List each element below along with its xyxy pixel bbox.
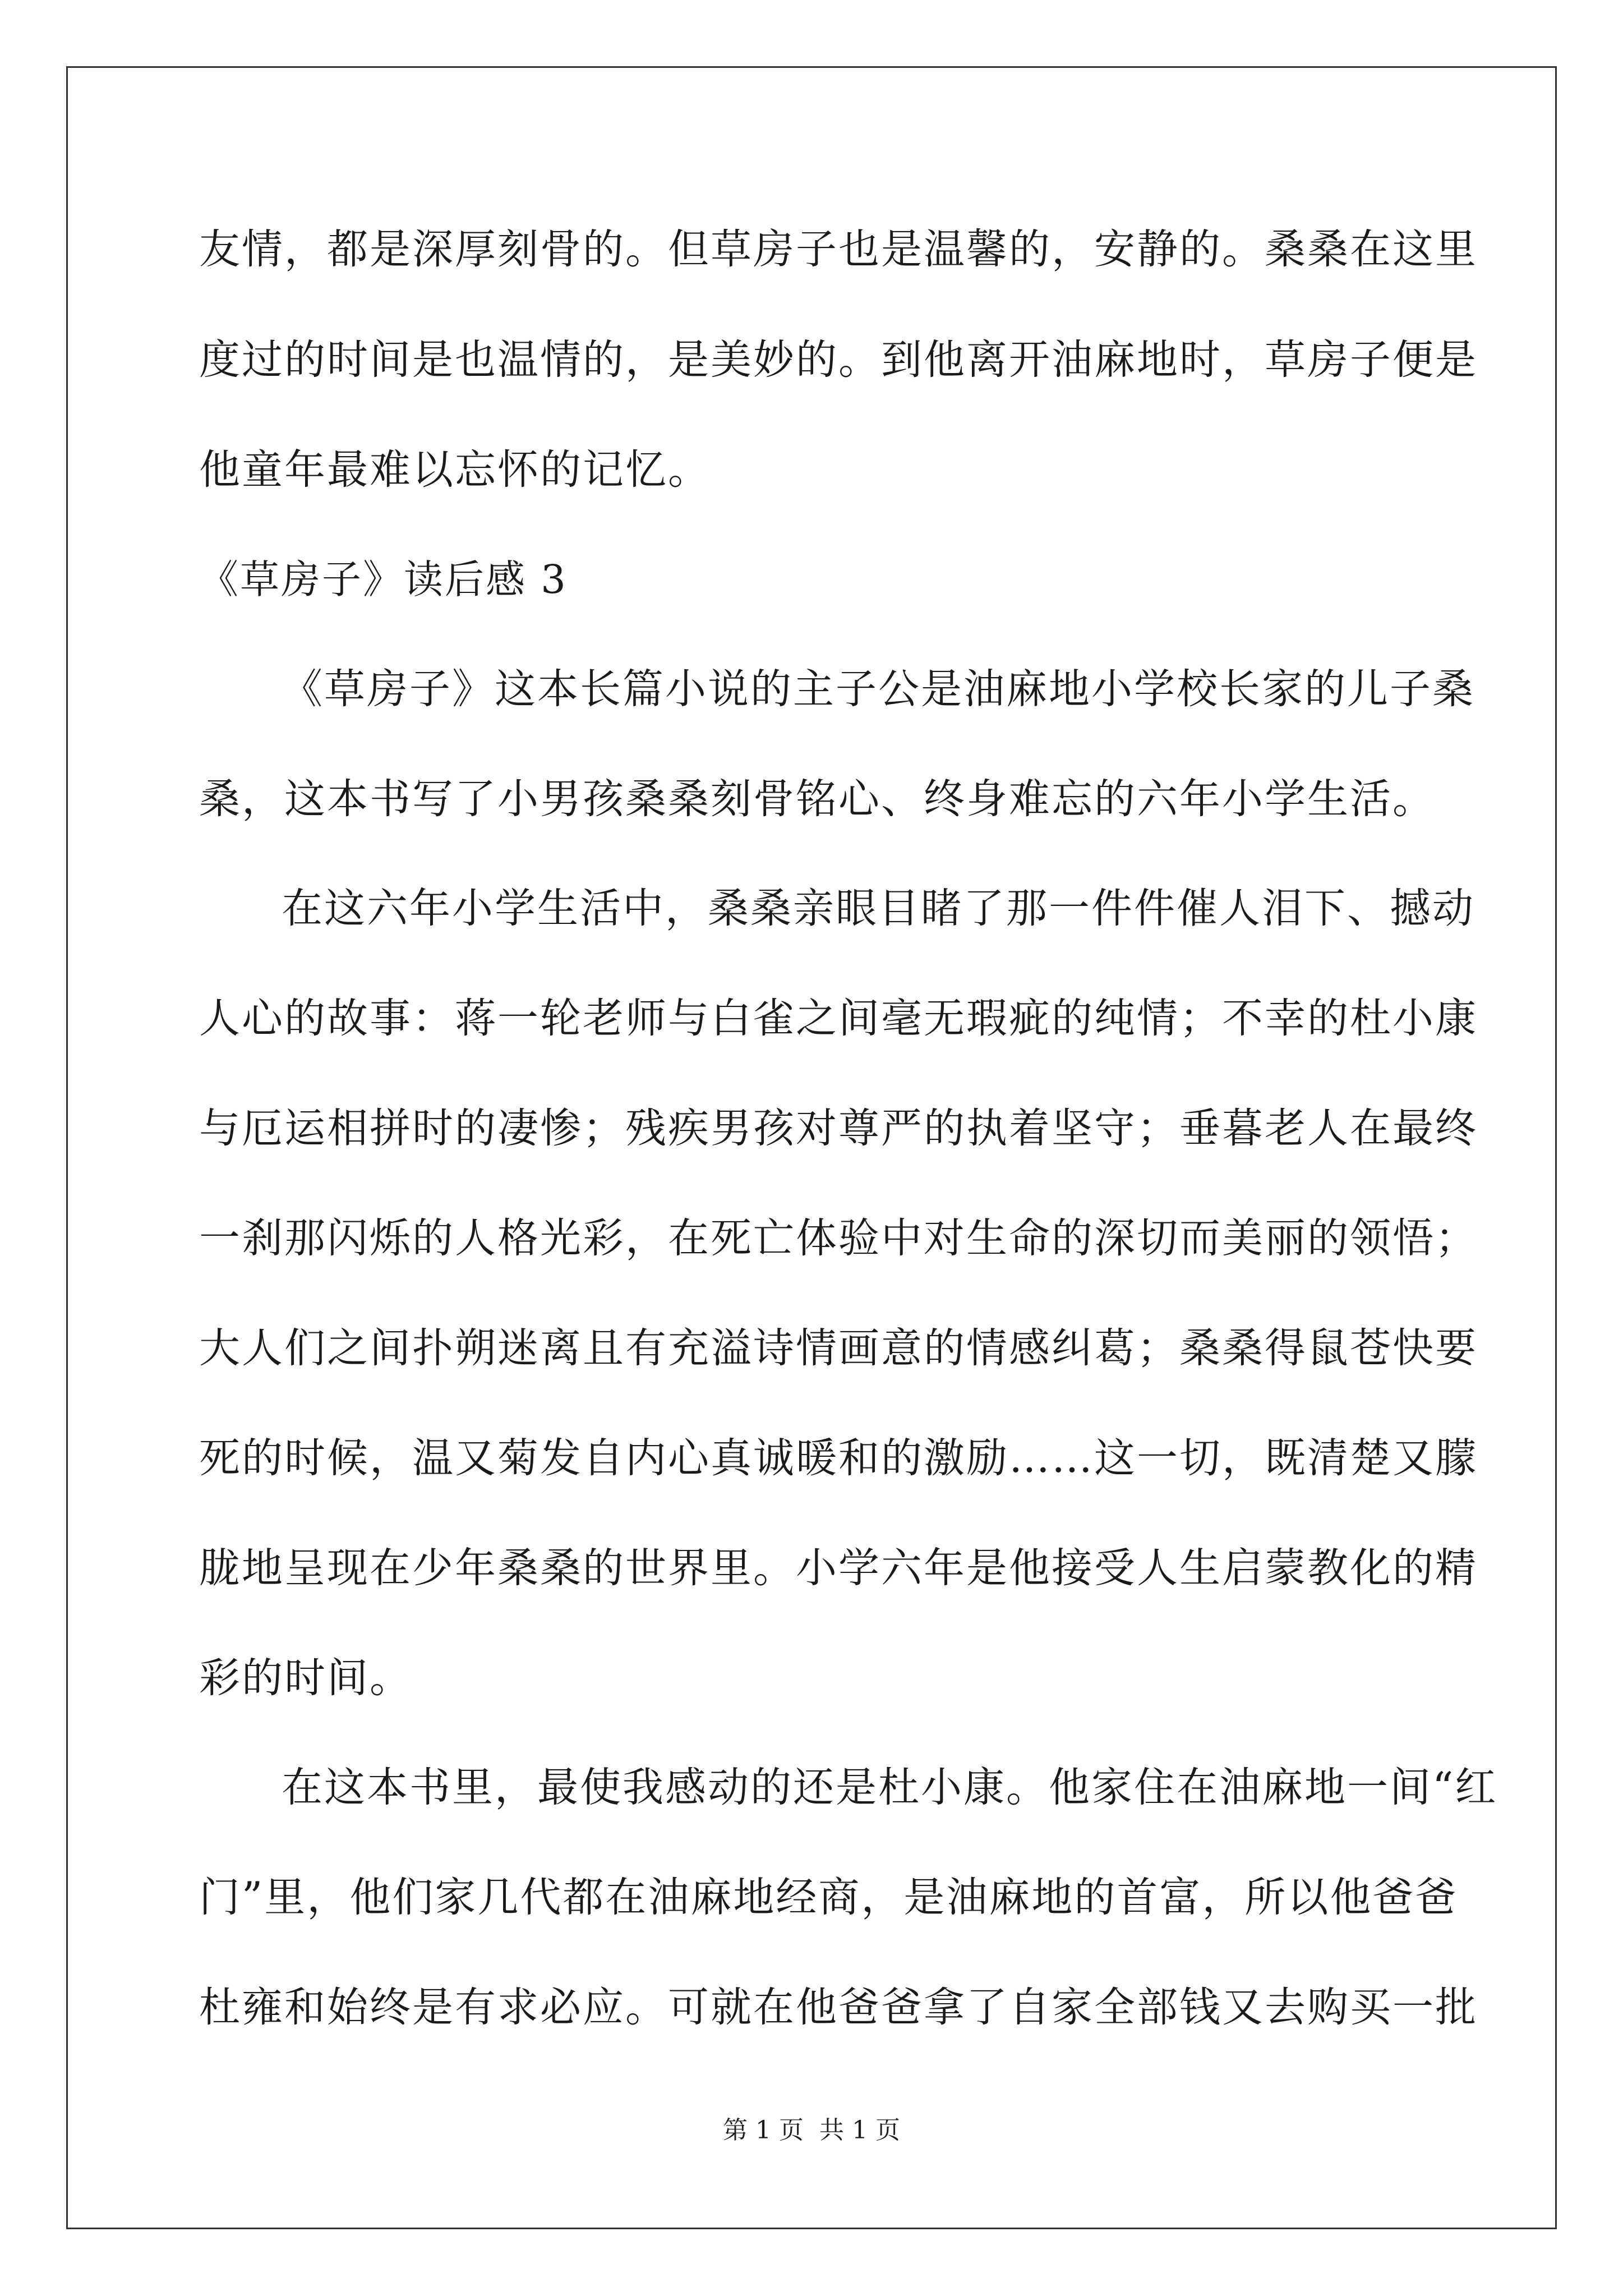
body-line: 死的时候，温又菊发自内心真诚暖和的激励……这一切，既清楚又朦: [199, 1434, 1478, 1482]
body-line: 胧地呈现在少年桑桑的世界里。小学六年是他接受人生启蒙教化的精: [199, 1544, 1478, 1592]
body-line: 他童年最难以忘怀的记忆。: [199, 446, 711, 494]
body-line: 在这六年小学生活中，桑桑亲眼目睹了那一件件催人泪下、撼动: [282, 885, 1475, 932]
body-line: 友情，都是深厚刻骨的。但草房子也是温馨的，安静的。桑桑在这里: [199, 226, 1478, 273]
body-line: 彩的时间。: [199, 1654, 412, 1702]
body-line: 杜雍和始终是有求必应。可就在他爸爸拿了自家全部钱又去购买一批: [199, 1984, 1478, 2031]
page-footer: [0, 2115, 1623, 2146]
body-line: 一刹那闪烁的人格光彩，在死亡体验中对生命的深切而美丽的领悟；: [199, 1214, 1478, 1262]
body-line: 度过的时间是也温情的，是美妙的。到他离开油麻地时，草房子便是: [199, 336, 1478, 384]
body-line: 桑，这本书写了小男孩桑桑刻骨铭心、终身难忘的六年小学生活。: [199, 775, 1435, 823]
body-line: 与厄运相拼时的凄惨；残疾男孩对尊严的执着坚守；垂暮老人在最终: [199, 1105, 1478, 1152]
section-heading: 《草房子》读后感 3: [199, 556, 568, 602]
body-line: 人心的故事：蒋一轮老师与白雀之间毫无瑕疵的纯情；不幸的杜小康: [199, 995, 1478, 1042]
page-total: 共 1 页: [819, 2116, 900, 2145]
body-line: 在这本书里，最使我感动的还是杜小康。他家住在油麻地一间“红: [282, 1764, 1498, 1811]
body-line: 大人们之间扑朔迷离且有充溢诗情画意的情感纠葛；桑桑得鼠苍快要: [199, 1324, 1478, 1372]
body-line: 门”里，他们家几代都在油麻地经商，是油麻地的首富，所以他爸爸: [199, 1874, 1458, 1921]
body-line: 《草房子》这本长篇小说的主子公是油麻地小学校长家的儿子桑: [282, 665, 1475, 713]
page-number: 第 1 页: [723, 2116, 804, 2145]
